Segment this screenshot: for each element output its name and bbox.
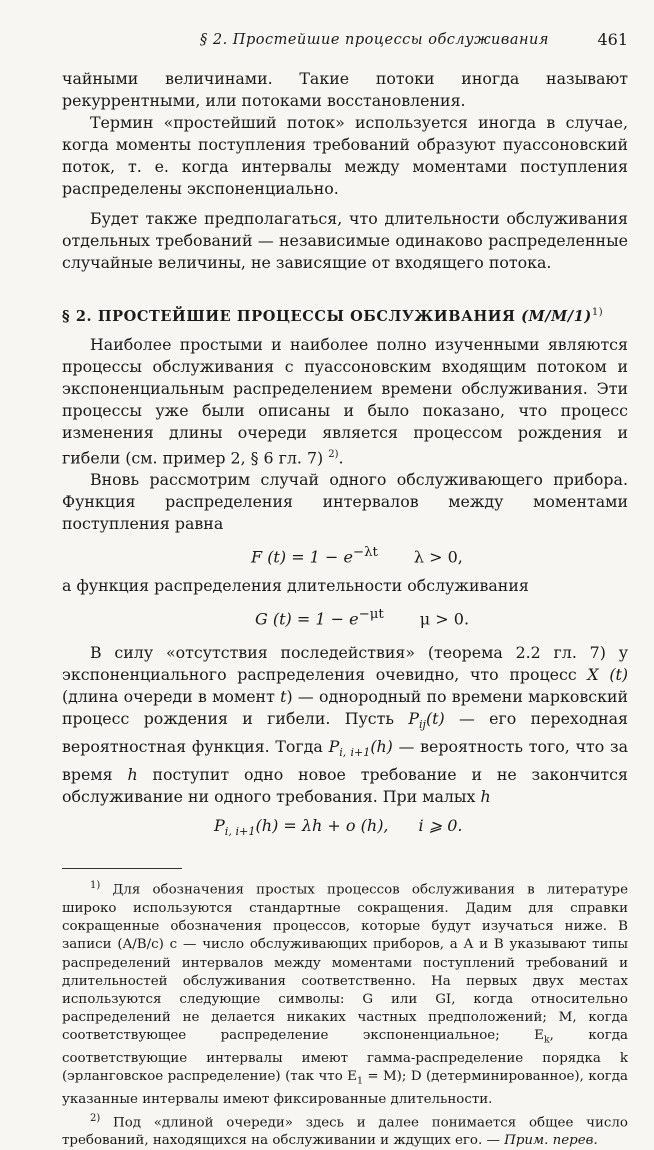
footnote-1: $^{1)}$ Для обозначения простых процессов обслуживания в литературе широко используются стандартные сокращения. Дадим для справки сокращенные обозначения процессов, которые будут изучаться ниже. В записи (A/B/c) c — число обслуживающих приборов, а A и B указывают типы распределений интервалов между моментами поступлений требований и длительностей обслуживания соответственно. На первых двух местах используются следующие символы: G или GI, когда относительно распределений не делается никаких частных предположений; M, когда соответствующее распределение экспоненциальное; $E_k$, когда соответствующие интервалы имеют гамма-распределение порядка k (эрланговское распределение) (так что $E_1 = M$); D (детерминированное), когда указанные интервалы имеют фиксированные длительности. xyxy=(62,877,628,1109)
paragraph-continuation: чайными величинами. Такие потоки иногда называют рекуррентными, или потоками восстановления. xyxy=(62,68,628,112)
paragraph-service-times: Будет также предполагаться, что длительности обслуживания отдельных требований — независимые одинаково распределенные случайные величины, не зависящие от входящего потока. xyxy=(62,208,628,274)
heading-notation: (M/M/1) xyxy=(521,308,592,325)
book-page xyxy=(62,30,628,1150)
formula-arrival-cdf: F $(t) = 1 - e^{-\lambda t}$ λ > 0, xyxy=(62,541,628,569)
footnote-mark-2: 2) xyxy=(328,449,338,460)
paragraph-simplest-flow: Термин «простейший поток» используется иногда в случае, когда моменты поступления требований образуют пуассоновский поток, т. е. когда интервалы между моментами поступления распределены экспоненциально. xyxy=(62,112,628,200)
page-number: 461 xyxy=(597,30,628,49)
paragraph-service-cdf: а функция распределения длительности обслуживания xyxy=(62,575,628,597)
footnote-separator xyxy=(62,868,182,869)
paragraph-intro-mm1: Наиболее простыми и наиболее полно изученными являются процессы обслуживания с пуассоновским входящим потоком и экспоненциальным распределением времени обслуживания. Эти процессы уже были описаны и было показано, что процесс изменения длины очереди является процессом рождения и гибели (см. пример 2, § 6 гл. 7) $^{2)}$. xyxy=(62,334,628,469)
formula-transition-prob: $P_{i, i+1}(h) = \lambda h + o$ (h), i ⩾ 0. xyxy=(62,814,628,844)
formula-service-cdf: G $(t) = 1 - e^{-\mu t}$ μ > 0. xyxy=(62,603,628,631)
heading-footnote-mark: 1) xyxy=(592,307,603,318)
paragraph-single-server: Вновь рассмотрим случай одного обслуживающего прибора. Функция распределения интервалов между моментами поступления равна xyxy=(62,469,628,535)
running-header xyxy=(62,30,628,56)
footnotes xyxy=(62,877,628,1150)
footnote-2: $^{2)}$ Под «длиной очереди» здесь и далее понимается общее число требований, находящихся на обслуживании и ждущих его. — Прим. перев. xyxy=(62,1110,628,1150)
paragraph-markov-process: В силу «отсутствия последействия» (теорема 2.2 гл. 7) у экспоненциального распределения очевидно, что процесс X (t) (длина очереди в момент t) — однородный по времени марковский процесс рождения и гибели. Пусть $P_{ij}(t)$ — его переходная вероятностная функция. Тогда $P_{i, i+1}(h)$ — вероятность того, что за время h поступит одно новое требование и не закончится обслуживание ни одного требования. При малых h xyxy=(62,642,628,808)
running-title: § 2. Простейшие процессы обслуживания xyxy=(200,32,549,48)
section-heading: § 2. ПРОСТЕЙШИЕ ПРОЦЕССЫ ОБСЛУЖИВАНИЯ $(M/M/1)^{1)}$ xyxy=(62,302,628,328)
